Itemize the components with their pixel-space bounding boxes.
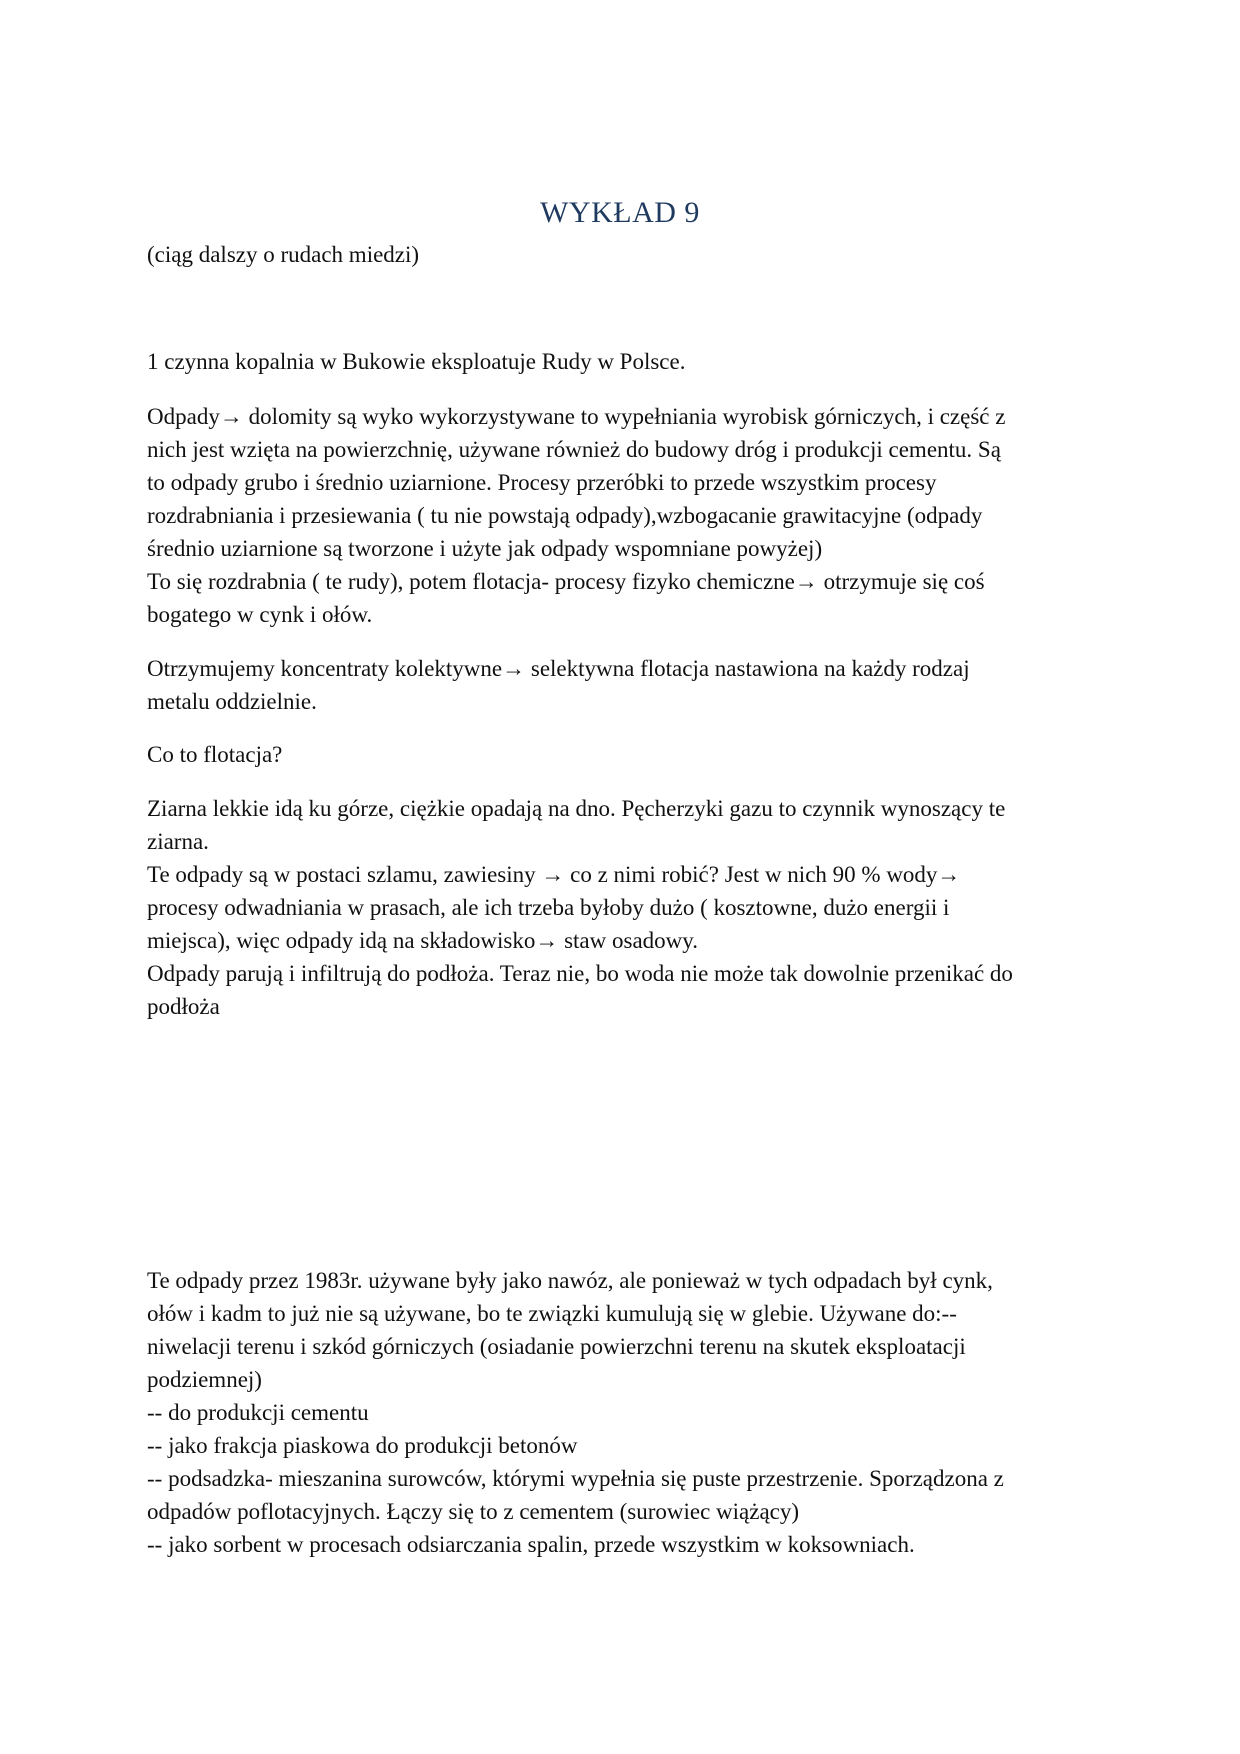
text-line: podziemnej) <box>147 1367 262 1392</box>
text-line: ołów i kadm to już nie są używane, bo te związki kumulują się w glebie. Używane do:-- <box>147 1301 957 1326</box>
text-line: Co to flotacja? <box>147 742 283 767</box>
text-line: To się rozdrabnia ( te rudy), potem flotacja- procesy fizyko chemiczne→ otrzymuje się coś <box>147 569 985 594</box>
list-item: -- jako sorbent w procesach odsiarczania spalin, przede wszystkim w koksowniach. <box>147 1532 915 1557</box>
text-line: Odpady→ dolomity są wyko wykorzystywane to wypełniania wyrobisk górniczych, i część z <box>147 404 1006 429</box>
text-line: ziarna. <box>147 829 209 854</box>
list-item: -- podsadzka- mieszanina surowców, którymi wypełnia się puste przestrzenie. Sporządzona z <box>147 1466 1004 1491</box>
paragraph-flotation-explanation <box>147 792 1097 1023</box>
text-line: Otrzymujemy koncentraty kolektywne→ selektywna flotacja nastawiona na każdy rodzaj <box>147 656 970 681</box>
text-line: rozdrabniania i przesiewania ( tu nie powstają odpady),wzbogacanie grawitacyjne (odpady <box>147 503 983 528</box>
text-line: miejsca), więc odpady idą na składowisko→ staw osadowy. <box>147 928 699 953</box>
text-line: Odpady parują i infiltrują do podłoża. Teraz nie, bo woda nie może tak dowolnie przenikać do <box>147 961 1013 986</box>
text-line: niwelacji terenu i szkód górniczych (osiadanie powierzchni terenu na skutek eksploatacji <box>147 1334 966 1359</box>
text-line: średnio uziarnione są tworzone i użyte jak odpady wspomniane powyżej) <box>147 536 823 561</box>
text-line: Te odpady są w postaci szlamu, zawiesiny → co z nimi robić? Jest w nich 90 % wody→ <box>147 862 961 887</box>
subtitle-text: (ciąg dalszy o rudach miedzi) <box>147 242 420 267</box>
text-line: metalu oddzielnie. <box>147 689 317 714</box>
text-line: to odpady grubo i średnio uziarnione. Procesy przeróbki to przede wszystkim procesy <box>147 470 937 495</box>
paragraph-waste-dolomites <box>147 400 1097 631</box>
text-line: bogatego w cynk i ołów. <box>147 602 373 627</box>
list-item: -- jako frakcja piaskowa do produkcji betonów <box>147 1433 578 1458</box>
page-title-text: WYKŁAD 9 <box>540 196 700 229</box>
subtitle <box>147 238 1097 271</box>
text-line: Ziarna lekkie idą ku górze, ciężkie opadają na dno. Pęcherzyki gazu to czynnik wynoszący te <box>147 796 1006 821</box>
list-item: -- do produkcji cementu <box>147 1400 369 1425</box>
paragraph-mine-intro <box>147 345 1097 378</box>
page-title <box>0 196 1240 230</box>
text-line: procesy odwadniania w prasach, ale ich trzeba byłoby dużo ( kosztowne, dużo energii i <box>147 895 950 920</box>
text-line: Te odpady przez 1983r. używane były jako nawóz, ale ponieważ w tych odpadach był cynk, <box>147 1268 993 1293</box>
text-line: podłoża <box>147 994 220 1019</box>
paragraph-concentrates <box>147 652 1097 718</box>
text-line: 1 czynna kopalnia w Bukowie eksploatuje Rudy w Polsce. <box>147 349 686 374</box>
paragraph-flotation-question <box>147 738 1097 771</box>
text-line: nich jest wzięta na powierzchnię, używane również do budowy dróg i produkcji cementu. Są <box>147 437 1001 462</box>
paragraph-waste-uses <box>147 1264 1097 1561</box>
text-line: odpadów poflotacyjnych. Łączy się to z cementem (surowiec wiążący) <box>147 1499 800 1524</box>
